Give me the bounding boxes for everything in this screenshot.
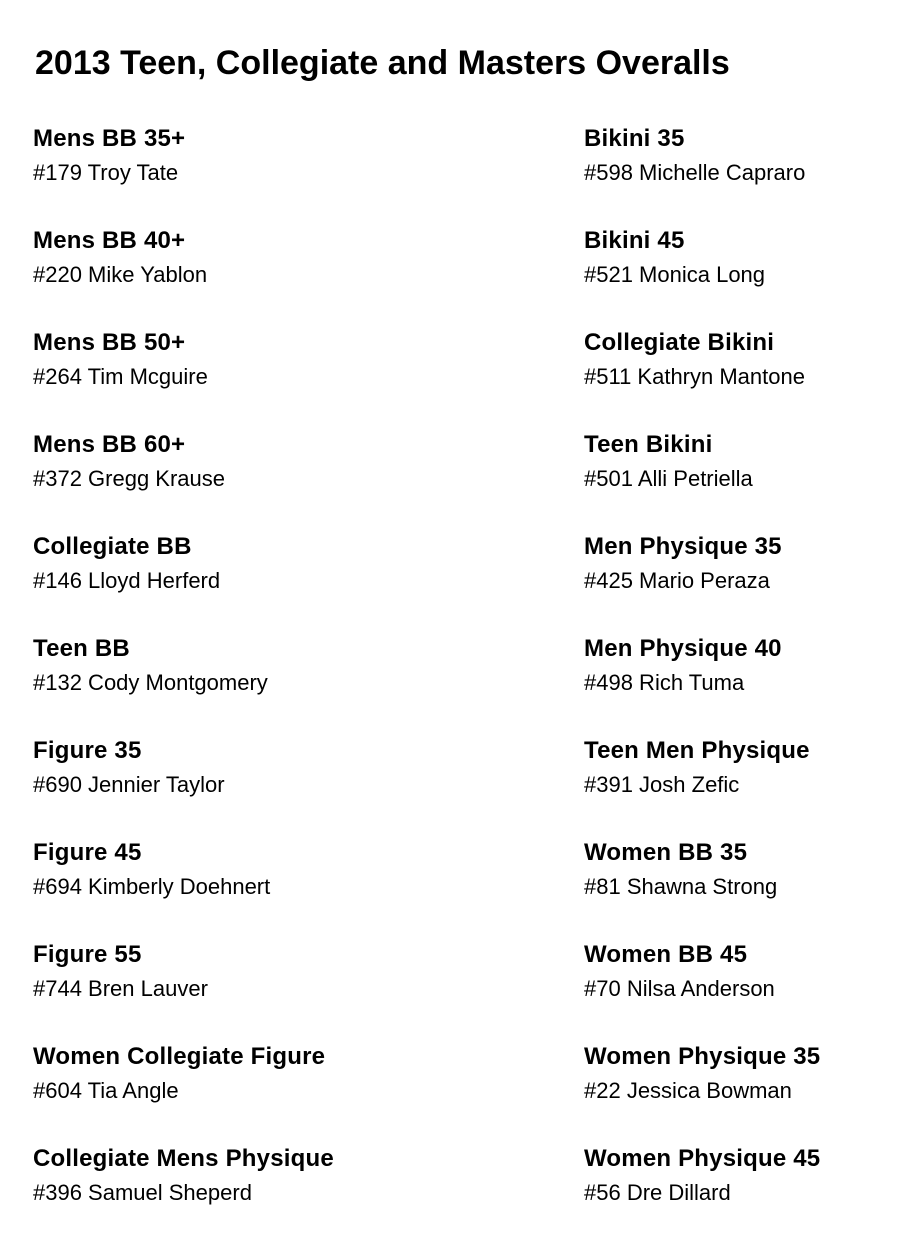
list-item (584, 1142, 820, 1244)
list-item (33, 1040, 334, 1142)
right-column (584, 122, 820, 1244)
winner-name: #220 Mike Yablon (33, 262, 208, 287)
winner-name: #501 Alli Petriella (584, 466, 753, 491)
list-item (33, 224, 334, 326)
category-label: Figure 45 (33, 839, 142, 866)
left-column (33, 122, 334, 1244)
category-label: Men Physique 35 (584, 533, 782, 560)
category-label: Mens BB 60+ (33, 431, 186, 458)
category-label: Mens BB 40+ (33, 227, 186, 254)
list-item (584, 632, 820, 734)
category-label: Figure 55 (33, 941, 142, 968)
category-label: Women BB 45 (584, 941, 748, 968)
category-label: Collegiate Mens Physique (33, 1145, 334, 1172)
list-item (584, 224, 820, 326)
category-label: Mens BB 50+ (33, 329, 186, 356)
list-item (584, 1040, 820, 1142)
list-item (33, 938, 334, 1040)
winner-name: #132 Cody Montgomery (33, 670, 268, 695)
winner-name: #81 Shawna Strong (584, 874, 778, 899)
winner-name: #511 Kathryn Mantone (584, 364, 805, 389)
winner-name: #372 Gregg Krause (33, 466, 226, 491)
winner-name: #70 Nilsa Anderson (584, 976, 775, 1001)
winner-name: #396 Samuel Sheperd (33, 1180, 252, 1205)
winner-name: #264 Tim Mcguire (33, 364, 208, 389)
list-item (33, 326, 334, 428)
page-title: 2013 Teen, Collegiate and Masters Overalls (35, 44, 730, 82)
list-item (584, 326, 820, 428)
winner-name: #391 Josh Zefic (584, 772, 740, 797)
category-label: Women Physique 45 (584, 1145, 821, 1172)
category-label: Teen Bikini (584, 431, 713, 458)
list-item (33, 836, 334, 938)
category-label: Bikini 35 (584, 125, 685, 152)
winner-name: #694 Kimberly Doehnert (33, 874, 271, 899)
list-item (584, 836, 820, 938)
list-item (33, 632, 334, 734)
list-item (33, 428, 334, 530)
winner-name: #22 Jessica Bowman (584, 1078, 792, 1103)
winner-name: #690 Jennier Taylor (33, 772, 225, 797)
category-label: Women Collegiate Figure (33, 1043, 326, 1070)
list-item (584, 530, 820, 632)
winner-name: #521 Monica Long (584, 262, 766, 287)
winner-name: #146 Lloyd Herferd (33, 568, 221, 593)
category-label: Teen Men Physique (584, 737, 810, 764)
list-item (584, 122, 820, 224)
winner-name: #179 Troy Tate (33, 160, 179, 185)
category-label: Mens BB 35+ (33, 125, 186, 152)
winner-name: #56 Dre Dillard (584, 1180, 731, 1205)
list-item (584, 428, 820, 530)
category-label: Collegiate BB (33, 533, 192, 560)
list-item (33, 530, 334, 632)
winner-name: #744 Bren Lauver (33, 976, 208, 1001)
winner-name: #604 Tia Angle (33, 1078, 179, 1103)
list-item (33, 1142, 334, 1244)
category-label: Bikini 45 (584, 227, 685, 254)
category-label: Men Physique 40 (584, 635, 782, 662)
winner-name: #598 Michelle Capraro (584, 160, 806, 185)
list-item (584, 938, 820, 1040)
category-label: Teen BB (33, 635, 130, 662)
list-item (33, 734, 334, 836)
winner-name: #498 Rich Tuma (584, 670, 745, 695)
list-item (584, 734, 820, 836)
category-label: Collegiate Bikini (584, 329, 775, 356)
category-label: Women Physique 35 (584, 1043, 821, 1070)
list-item (33, 122, 334, 224)
winner-name: #425 Mario Peraza (584, 568, 770, 593)
category-label: Women BB 35 (584, 839, 748, 866)
category-label: Figure 35 (33, 737, 142, 764)
